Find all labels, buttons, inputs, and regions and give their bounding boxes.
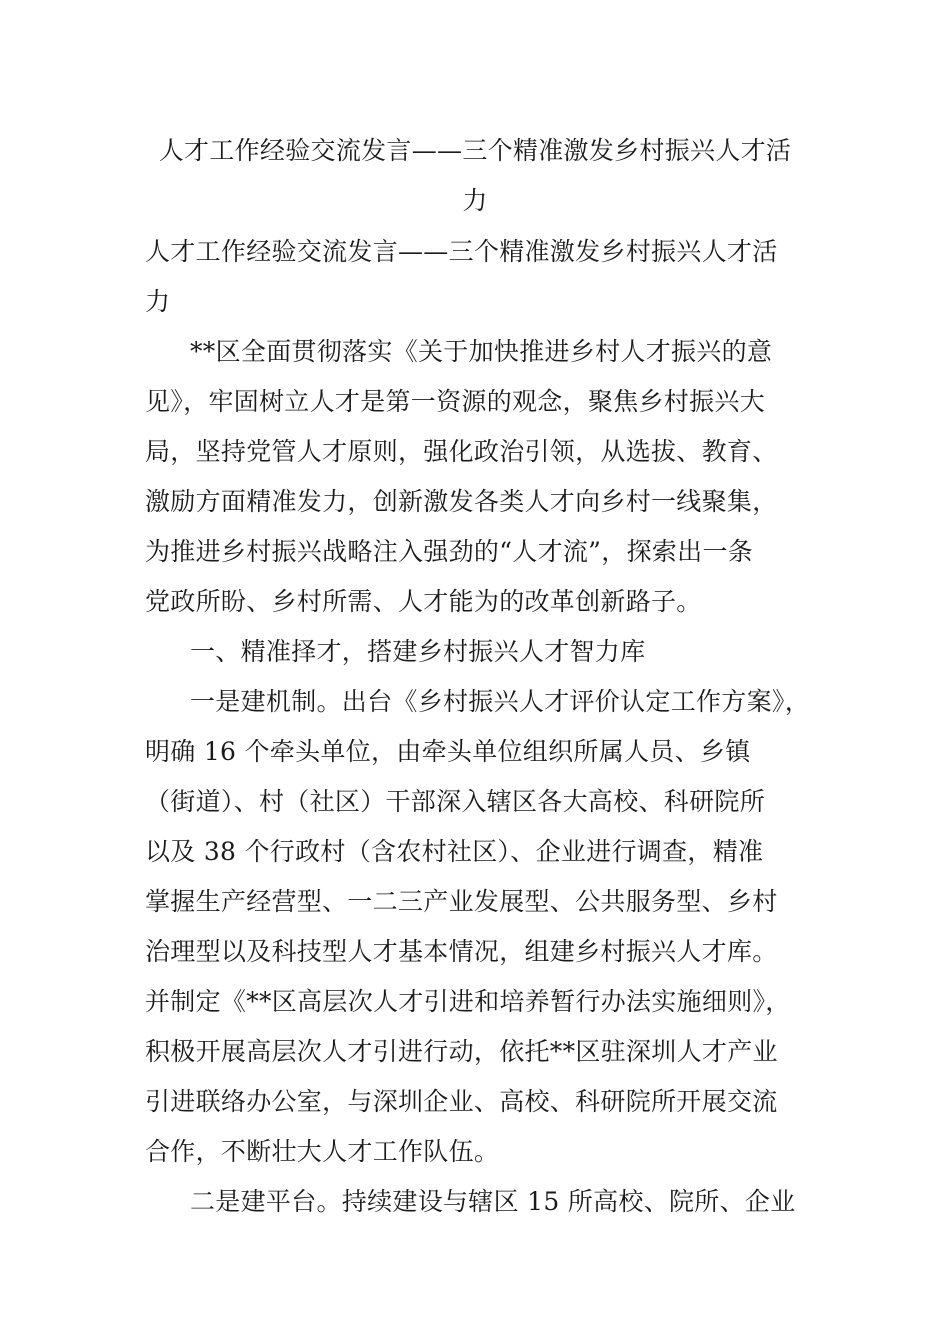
- body-line: 党政所盼、乡村所需、人才能为的改革创新路子。: [145, 587, 702, 616]
- body-line: 为推进乡村振兴战略注入强劲的“人才流”，探索出一条: [145, 537, 754, 566]
- body-line: 一是建机制。出台《乡村振兴人才评价认定工作方案》，: [190, 687, 811, 716]
- body-line: 二是建平台。持续建设与辖区 15 所高校、院所、企业: [190, 1187, 796, 1216]
- heading-line-1: 人才工作经验交流发言——三个精准激发乡村振兴人才活: [145, 237, 778, 266]
- body-line: 激励方面精准发力，创新激发各类人才向乡村一线聚集，: [145, 487, 778, 516]
- body-line: 合作，不断壮大人才工作队伍。: [145, 1137, 500, 1166]
- body-line: 并制定《**区高层次人才引进和培养暂行办法实施细则》，: [145, 987, 791, 1016]
- body-line: （街道）、村（社区）干部深入辖区各大高校、科研院所: [145, 787, 766, 816]
- body-line: 以及 38 个行政村（含农村社区）、企业进行调查，精准: [145, 837, 764, 866]
- body-line: 治理型以及科技型人才基本情况，组建乡村振兴人才库。: [145, 937, 778, 966]
- heading-line-2: 力: [145, 287, 171, 316]
- body-line: **区全面贯彻落实《关于加快推进乡村人才振兴的意: [190, 337, 773, 366]
- body-line: 明确 16 个牵头单位，由牵头单位组织所属人员、乡镇: [145, 737, 751, 766]
- body-line: 积极开展高层次人才引进行动，依托**区驻深圳人才产业: [145, 1037, 778, 1066]
- body-line: 局，坚持党管人才原则，强化政治引领，从选拔、教育、: [145, 437, 778, 466]
- body-line: 引进联络办公室，与深圳企业、高校、科研院所开展交流: [145, 1087, 778, 1116]
- document-title-line-2: 力: [462, 186, 488, 215]
- section-heading: 一、精准择才，搭建乡村振兴人才智力库: [190, 637, 646, 666]
- document-title-line-1: 人才工作经验交流发言——三个精准激发乡村振兴人才活: [158, 136, 792, 165]
- body-line: 掌握生产经营型、一二三产业发展型、公共服务型、乡村: [145, 887, 778, 916]
- body-line: 见》，牢固树立人才是第一资源的观念，聚焦乡村振兴大: [145, 387, 766, 416]
